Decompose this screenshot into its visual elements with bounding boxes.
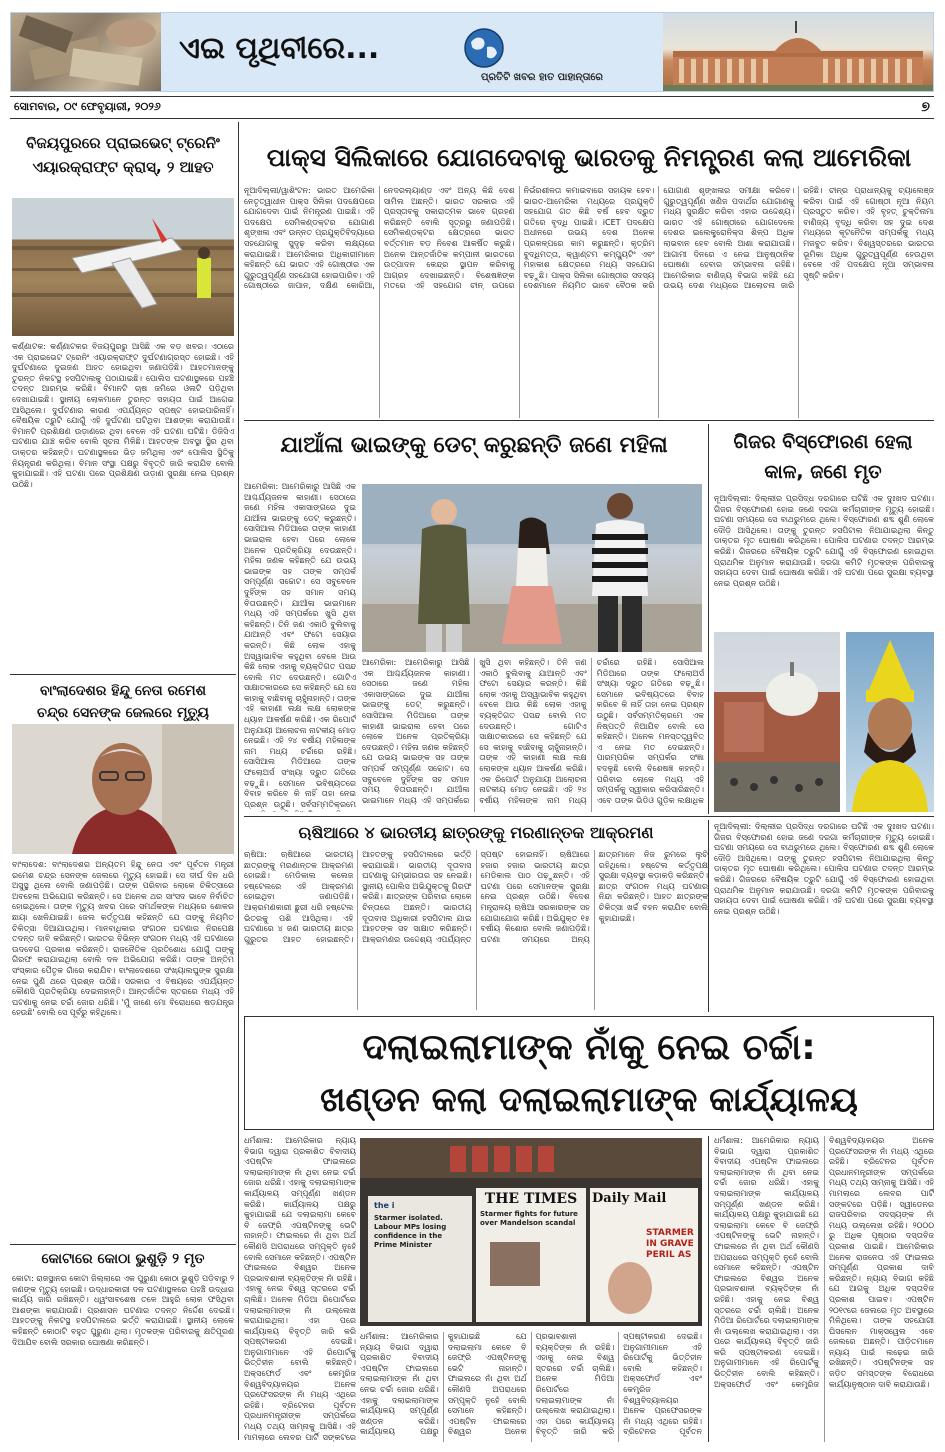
victim-portrait-photo xyxy=(846,632,934,812)
russia-headline: ଋଷିଆରେ ୪ ଭାରତୀୟ ଛାତ୍ରଙ୍କୁ ମରଣାନ୍ତକ ଆକ୍ରମଣ xyxy=(298,823,654,842)
bangladesh-headline-line2: ଚନ୍ଦ୍ର ସେନଙ୍କ ଜେଲରେ ମୃତ୍ୟୁ xyxy=(37,705,209,721)
russia-article-body: ଋଷିଆ: ଋଷିଆରେ ଭାରତୀୟ ଛାତ୍ରଙ୍କୁ ମରଣାନ୍ତକ ଆକ୍ରମଣ ହୋଇଛି। ମେଡିକାଲ କଲେଜ ହଷ୍ଟେଲରେ ଏହି ଆକ୍ରମଣ ହୋଇଥିବା ଜଣାପଡ଼ିଛି। ଆକ୍ରମଣକାରୀ ଛୁରୀ ଧରି ହଷ୍ଟେଲ ଭିତରକୁ ପଶି ଆସିଥିଲା। ଏହି ଘଟଣାରେ ୪ ଜଣ ଭାରତୀୟ ଛାତ୍ର ଗୁରୁତର ଆହତ ହୋଇଛନ୍ତି। ଆହତଙ୍କୁ ହସପିଟାଲରେ ଭର୍ତ୍ତି କରାଯାଇଛି। ଭାରତୀୟ ଦୂତାବାସ ଘଟଣାକୁ ଗମ୍ଭୀରତାର ସହ ନେଇଛି। ସ୍ଥାନୀୟ ପୋଲିସ ଅଭିଯୁକ୍ତକୁ ଗିରଫ କରିଛି। ଛାତ୍ରଙ୍କ ପରିବାର ଲୋକେ ଚିନ୍ତାରେ ଅଛନ୍ତି। ଭାରତୀୟ ଦୂତାବାସ ଅଧିକାରୀ ହସପିଟାଲ ଯାଇ ଆହତଙ୍କ ସହ ସାକ୍ଷାତ କରିଛନ୍ତି। ଆକ୍ରମଣର ଉଦ୍ଦେଶ୍ୟ ଏପର୍ଯ୍ୟନ୍ତ ସ୍ପଷ୍ଟ ହୋଇନାହିଁ। ଋଷିଆରେ ହଜାର ହଜାର ଭାରତୀୟ ଛାତ୍ର ମେଡିକାଲ ପାଠ ପଢ଼ୁଛନ୍ତି। ଏହି ଘଟଣା ପରେ ସେମାନଙ୍କ ସୁରକ୍ଷା ନେଇ ପ୍ରଶ୍ନ ଉଠିଛି। ବିଦେଶ ମନ୍ତ୍ରାଳୟ ଋଷିଆ ସରକାରଙ୍କ ସହ ଯୋଗାଯୋଗ କରିଛି। ଅଭିଯୁକ୍ତ ୧୫ ବର୍ଷୀୟ କିଶୋର ବୋଲି ଜଣାପଡ଼ିଛି। ଘଟଣା ସମୟରେ ଅନ୍ୟ ଛାତ୍ରମାନେ ନିଜ ରୁମରେ ଲୁଚି ରହିଥିଲେ। ହଷ୍ଟେଲ କର୍ତ୍ତୃପକ୍ଷ ସୁରକ୍ଷା ବ୍ୟବସ୍ଥା କଡ଼ାକଡ଼ି କରିଛନ୍ତି। ଛାତ୍ର ସଂଗଠନ ମଧ୍ୟ ଘଟଣାର ନିନ୍ଦା କରିଛନ୍ତି। ଆହତ ଛାତ୍ରଙ୍କ ଚିକିତ୍ସା ଖର୍ଚ୍ଚ ବହନ କରାଯିବ ବୋଲି କୁହାଯାଇଛି। xyxy=(244,850,708,944)
kota-article-body: କୋଟା: ରାଜସ୍ଥାନର କୋଟା ଜିଲ୍ଲାରେ ଏକ ପୁରୁଣା କୋଠା ଭୁଶୁଡ଼ି ପଡ଼ିବାରୁ ୨ ଜଣଙ୍କ ମୃତ୍ୟୁ ହୋଇଛି। ଉଦ୍ଧାରକାରୀ ଦଳ ଘଟଣାସ୍ଥଳରେ ପହଞ୍ଚି ଉଦ୍ଧାର କାର୍ଯ୍ୟ ଜାରି ରଖିଛନ୍ତି। ଧ୍ୱଂସାବଶେଷ ତଳେ ଆହୁରି ଲୋକ ଫସିଥିବା ଆଶଙ୍କା କରାଯାଉଛି। ପ୍ରଶାସନ ଘଟଣାର ତଦନ୍ତ ନିର୍ଦ୍ଦେଶ ଦେଇଛି। ଆହତଙ୍କୁ ନିକଟସ୍ଥ ହସପିଟାଲରେ ଭର୍ତ୍ତି କରାଯାଇଛି। ସ୍ଥାନୀୟ ଲୋକେ କହିଛନ୍ତି କୋଠାଟି ବହୁତ ପୁରୁଣା ଥିଲା। ମୃତକଙ୍କ ପରିବାରକୁ କ୍ଷତିପୂରଣ ଦିଆଯିବ ବୋଲି ସରକାର ଘୋଷଣା କରିଛନ୍ତି। xyxy=(12,1274,234,1347)
column-divider-right xyxy=(708,424,709,814)
date-bar-top-rule xyxy=(10,96,934,97)
plane-crash-photo xyxy=(12,198,234,336)
left-rule-2 xyxy=(10,1244,236,1245)
geyser-article-continued: ନୂଆଦିଲ୍ଲୀ: ଦିଲ୍ଲୀର ପ୍ରସିଦ୍ଧ ଦରଗାରେ ଘଟିଛି ଏକ ଦୁଃଖଦ ଘଟଣା। ଗିଜର ବିସ୍ଫୋରଣ ହୋଇ ଜଣେ ଦରଗା କର୍ମଚାରୀଙ୍କ ମୃତ୍ୟୁ ହୋଇଛି। ଘଟଣା ସମୟରେ ସେ ବାଥରୁମରେ ଥିଲେ। ବିସ୍ଫୋରଣ ଶବ୍ଦ ଶୁଣି ଲୋକେ ଦୌଡ଼ି ଆସିଥିଲେ। ତାଙ୍କୁ ତୁରନ୍ତ ହସପିଟାଲ ନିଆଯାଇଥିଲା କିନ୍ତୁ ଡାକ୍ତର ମୃତ ଘୋଷଣା କରିଥିଲେ। ପୋଲିସ ଘଟଣାର ତଦନ୍ତ ଆରମ୍ଭ କରିଛି। ଗିଜରରେ ବୈଷୟିକ ତ୍ରୁଟି ଯୋଗୁଁ ଏହି ବିସ୍ଫୋରଣ ହୋଇଥିବା ପ୍ରାଥମିକ ଅନୁମାନ କରାଯାଉଛି। ଦରଗା କମିଟି ମୃତକଙ୍କ ପରିବାରକୁ ସହାୟତା ଦେବା ପାଇଁ ଘୋଷଣା କରିଛି। ଏହି ଘଟଣା ପରେ ସୁରକ୍ଷା ବ୍ୟବସ୍ଥା ନେଇ ପ୍ରଶ୍ନ ଉଠିଛି। xyxy=(714,822,934,916)
dalai-article-body-right: ଧର୍ମଶାଳା: ଆମେରିକାର ନ୍ୟାୟ ବିଭାଗ ଦ୍ୱାରା ପ୍ରକାଶିତ ବିବାଦୀୟ ଏପଷ୍ଟିନ ଫାଇଲରେ ଦଲାଇଲାମାଙ୍କ ନାଁ ଥିବା ନେଇ ଚର୍ଚ୍ଚା ଜୋର ଧରିଛି। ଏହାକୁ ଦଲାଇଲାମାଙ୍କ କାର୍ଯ୍ୟାଳୟ ସମ୍ପୂର୍ଣ୍ଣ ଖଣ୍ଡନ କରିଛି। କାର୍ଯ୍ୟାଳୟ ପକ୍ଷରୁ କୁହାଯାଇଛି ଯେ ଦଲାଇଲାମା କେବେ ବି ଜେଫ୍ରି ଏପଷ୍ଟିନଙ୍କୁ ଭେଟି ନାହାନ୍ତି। ଫାଇଲରେ ନାଁ ଥିବା ଅର୍ଥ କୌଣସି ଅପରାଧରେ ସମ୍ପୃକ୍ତି ନୁହେଁ ବୋଲି ସେମାନେ କହିଛନ୍ତି। ଏପଷ୍ଟିନ ଫାଇଲରେ ବିଶ୍ୱର ଅନେକ ପ୍ରଭାବଶାଳୀ ବ୍ୟକ୍ତିଙ୍କ ନାଁ ରହିଛି। ଏହାକୁ ନେଇ ବିଶ୍ୱ ସ୍ତରରେ ଚର୍ଚ୍ଚା ଚାଲିଛି। ଅନେକ ମିଡିଆ ରିପୋର୍ଟରେ ଦଲାଇଲାମାଙ୍କ ନାଁ ଉଲ୍ଲେଖ କରାଯାଇଥିଲା। ଏହା ପରେ କାର୍ଯ୍ୟାଳୟ ବିବୃତ୍ତି ଜାରି କରି ସ୍ପଷ୍ଟୀକରଣ ଦେଇଛି। ଅନୁଗାମୀମାନେ ଏହି ରିପୋର୍ଟକୁ ଭିତ୍ତିହୀନ ବୋଲି କହିଛନ୍ତି। ଅକ୍ସଫୋର୍ଡ ଏବଂ କେମ୍ବ୍ରିଜ ବିଶ୍ୱବିଦ୍ୟାଳୟର ଅନେକ ପ୍ରଫେସରଙ୍କ ନାଁ ମଧ୍ୟ ଏଥିରେ ରହିଛି। ବ୍ରିଟେନର ପୂର୍ବତନ ପ୍ରଧାନମନ୍ତ୍ରୀଙ୍କ ସମ୍ପର୍କରେ ମଧ୍ୟ ତଥ୍ୟ ସାମ୍ନାକୁ ଆସିଛି। ଏହି ମାମଲାରେ ଲେବର ପାର୍ଟି ସଙ୍କଟରେ ପଡ଼ିଛି। ସ୍ୱୀଡେନର ରାଜପରିବାର ସଦସ୍ୟଙ୍କ ନାଁ ମଧ୍ୟ ଉଲ୍ଲେଖ ରହିଛି। ୨୦୦୦ ରୁ ଅଧିକ ପୃଷ୍ଠାର ଦସ୍ତାବିଜ ପ୍ରକାଶ ପାଇଛି। ଆମେରିକାର ଅନେକ ରାଜନେତା ଏହି ଫାଇଲର ସମ୍ପୂର୍ଣ୍ଣ ପ୍ରକାଶ ଦାବି କରିଛନ୍ତି। ନ୍ୟାୟ ବିଭାଗ କହିଛି ଯେ ଆଗକୁ ଅଧିକ ଦସ୍ତାବିଜ ପ୍ରକାଶ ପାଇବ। ଏପଷ୍ଟିନ ୨୦୧୯ରେ ଜେଲରେ ମୃତ ଅବସ୍ଥାରେ ମିଳିଥିଲେ। ତାଙ୍କ ସହଯୋଗୀ ଘିସଲେନ ମାକ୍ସୱେଲ ଏବେ ଜେଲରେ ଅଛନ୍ତି। ପୀଡ଼ିତମାନେ ନ୍ୟାୟ ପାଇଁ ଲଢ଼େଇ ଜାରି ରଖିଛନ୍ତି। ଏପଷ୍ଟିନଙ୍କ ସହ ଜଡ଼ିତ ସମସ୍ତଙ୍କ ବିରୋଧରେ କାର୍ଯ୍ୟାନୁଷ୍ଠାନ ଦାବି କରାଯାଉଛି। xyxy=(714,1136,934,1389)
dargah-photo xyxy=(714,632,840,812)
newspaper-i-headline: Starmer isolated. Labour MPs losing confidence in the Prime Minister xyxy=(374,1214,447,1249)
masthead-photo-left xyxy=(11,13,161,92)
column-divider-right-2 xyxy=(708,820,709,1012)
page-number: ୭ xyxy=(921,99,930,115)
dating-article-body-cols: ଆମେରିକା: ଆମେରିକାରୁ ଆସିଛି ଏକ ଆଶ୍ଚର୍ଯ୍ୟଜନକ କାହାଣୀ। ସେଠାରେ ଜଣେ ମହିଳା ଏକାସାଙ୍ଗରେ ଦୁଇ ଯାଆଁଳା ଭାଇଙ୍କୁ ଡେଟ୍ କରୁଛନ୍ତି। ସୋସିଆଲ ମିଡିଆରେ ତାଙ୍କ କାହାଣୀ ଭାଇରାଲ ହେବା ପରେ ଲୋକେ ଅନେକ ପ୍ରତିକ୍ରିୟା ଦେଉଛନ୍ତି। ମହିଳା ଜଣକ କହିଛନ୍ତି ଯେ ଉଭୟ ଭାଇଙ୍କ ସହ ତାଙ୍କ ସମ୍ପର୍କ ସମ୍ପୂର୍ଣ୍ଣ ସଚ୍ଚୋଟ। ସେ ସବୁବେଳେ ଦୁହିଁଙ୍କ ସହ ସମାନ ସମୟ ବିତାଉଛନ୍ତି। ଯାଆଁଳା ଭାଇମାନେ ମଧ୍ୟ ଏହି ସମ୍ପର୍କରେ ଖୁସି ଥିବା କହିଛନ୍ତି। ତିନି ଜଣ ଏକାଠି ବୁଲିବାକୁ ଯାଆନ୍ତି ଏବଂ ଫଟୋ ସେୟାର କରନ୍ତି। କିଛି ଲୋକ ଏହାକୁ ଅସ୍ୱାଭାବିକ କହୁଥିବା ବେଳେ ଆଉ କିଛି ଲୋକ ଏହାକୁ ବ୍ୟକ୍ତିଗତ ପସନ୍ଦ ବୋଲି ମତ ଦେଉଛନ୍ତି। ଗୋଟିଏ ସାକ୍ଷାତକାରରେ ସେ କହିଛନ୍ତି ଯେ ସେ କାହାକୁ ବାଛିବାକୁ ଚାହୁଁନାହାନ୍ତି। ତାଙ୍କ ଏହି କାହାଣୀ ଲକ୍ଷ ଲକ୍ଷ ଲୋକଙ୍କ ଧ୍ୟାନ ଆକର୍ଷଣ କରିଛି। ଏକ ରିପୋର୍ଟ ଅନୁଯାୟୀ ଆଲୋଚନା ନାଟକୀୟ ମୋଡ଼ ନେଇଛି। ଏହି ୨୪ ବର୍ଷୀୟ ମହିଳାଙ୍କ ନାମ ମଧ୍ୟ ଚର୍ଚ୍ଚାରେ ରହିଛି। ସୋସିଆଲ ମିଡିଆରେ ତାଙ୍କ ଫଲୋଅର୍ସ ସଂଖ୍ୟା ଦ୍ରୁତ ଗତିରେ ବଢ଼ୁଛି। ସେମାନେ ଭବିଷ୍ୟତରେ ବିବାହ କରିବେ କି ନାହିଁ ତାହା ନେଇ ପ୍ରଶ୍ନ ଉଠୁଛି। ସର୍ବସମ୍ମତିକ୍ରମେ ଏକ ନିଷ୍ପତ୍ତି ନିଆଯିବ ବୋଲି ସେ କହିଛନ୍ତି। ଅନେକ ମନସ୍ତତ୍ତ୍ୱବିତ୍ ଏ ନେଇ ମତ ଦେଇଛନ୍ତି। ପାରମ୍ପରିକ ସମ୍ପର୍କର ସଂଜ୍ଞା ବଦଳୁଛି ବୋଲି ବିଶେଷଜ୍ଞ କହନ୍ତି। ପରିବାର ଲୋକେ ମଧ୍ୟ ଏହି ସମ୍ପର୍କକୁ ସ୍ୱୀକାର କରିସାରିଛନ୍ତି। ଏବେ ତାଙ୍କ ଭିଡିଓ ଗୁଡ଼ିକ ଲକ୍ଷାଧିକ xyxy=(362,658,704,805)
dalai-lama-headline-box xyxy=(244,1016,934,1130)
uk-newspapers-photo xyxy=(360,1138,702,1326)
bangladesh-article-body: ବାଂଲାଦେଶ: ବାଂଲାଦେଶର ଅନ୍ୟତମ ହିନ୍ଦୁ ନେତା ଏବଂ ପୂର୍ବତନ ମନ୍ତ୍ରୀ ରମେଶ ଚନ୍ଦ୍ର ସେନଙ୍କ ଜେଲରେ ମୃତ୍ୟୁ ହୋଇଛି। ସେ ଦୀର୍ଘ ଦିନ ଧରି ଅସୁସ୍ଥ ଥିଲେ ବୋଲି ଜଣାପଡ଼ିଛି। ତାଙ୍କ ପରିବାର ଲୋକେ ଚିକିତ୍ସାରେ ଅବହେଳା ଅଭିଯୋଗ କରିଛନ୍ତି। ସେ ଅନେକ ଥର ସାଂସଦ ଭାବେ ନିର୍ବାଚିତ ହୋଇଥିଲେ। ତାଙ୍କ ମୃତ୍ୟୁ ଖବର ପରେ ସମର୍ଥକଙ୍କ ମଧ୍ୟରେ ଶୋକର ଛାୟା ଖେଳିଯାଇଛି। ଜେଲ କର୍ତ୍ତୃପକ୍ଷ କହିଛନ୍ତି ଯେ ତାଙ୍କୁ ନିୟମିତ ଚିକିତ୍ସା ଦିଆଯାଉଥିଲା। ମାନବାଧିକାର ସଂଗଠନ ଘଟଣାର ନିରପେକ୍ଷ ତଦନ୍ତ ଦାବି କରିଛନ୍ତି। ଭାରତର ବିଭିନ୍ନ ସଂଗଠନ ମଧ୍ୟ ଏହି ଘଟଣାରେ ଉଦବେଗ ପ୍ରକାଶ କରିଛନ୍ତି। ରାଜନୈତିକ ପ୍ରତିଶୋଧ ଯୋଗୁଁ ତାଙ୍କୁ ଗିରଫ କରାଯାଇଥିଲା ବୋଲି ଦଳ ଅଭିଯୋଗ କରିଛି। ତାଙ୍କ ଅନ୍ତିମ ସଂସ୍କାର ପୈତୃକ ଗାଁରେ କରାଯିବ। ବାଂଲାଦେଶରେ ସଂଖ୍ୟାଲଘୁଙ୍କ ସୁରକ୍ଷା ନେଇ ପୁଣି ଥରେ ପ୍ରଶ୍ନ ଉଠିଛି। ସରକାର ଏ ବିଷୟରେ ଏପର୍ଯ୍ୟନ୍ତ କୌଣସି ପ୍ରତିକ୍ରିୟା ଦେଇନାହାନ୍ତି। ଆନ୍ତର୍ଜାତିକ ସ୍ତରରେ ମଧ୍ୟ ଏହି ଘଟଣାକୁ ନେଇ ଚର୍ଚ୍ଚା ଜୋର ଧରିଛି। 'ମୁଁ ଜାଣେ ମୋ ବିରୋଧରେ ଷଡ଼ଯନ୍ତ୍ର ହେଉଛି' ବୋଲି ସେ ପୂର୍ବରୁ କହିଥିଲେ। xyxy=(12,860,234,1018)
dating-article-body-col1: ଆମେରିକା: ଆମେରିକାରୁ ଆସିଛି ଏକ ଆଶ୍ଚର୍ଯ୍ୟଜନକ କାହାଣୀ। ସେଠାରେ ଜଣେ ମହିଳା ଏକାସାଙ୍ଗରେ ଦୁଇ ଯାଆଁଳା ଭାଇଙ୍କୁ ଡେଟ୍ କରୁଛନ୍ତି। ସୋସିଆଲ ମିଡିଆରେ ତାଙ୍କ କାହାଣୀ ଭାଇରାଲ ହେବା ପରେ ଲୋକେ ଅନେକ ପ୍ରତିକ୍ରିୟା ଦେଉଛନ୍ତି। ମହିଳା ଜଣକ କହିଛନ୍ତି ଯେ ଉଭୟ ଭାଇଙ୍କ ସହ ତାଙ୍କ ସମ୍ପର୍କ ସମ୍ପୂର୍ଣ୍ଣ ସଚ୍ଚୋଟ। ସେ ସବୁବେଳେ ଦୁହିଁଙ୍କ ସହ ସମାନ ସମୟ ବିତାଉଛନ୍ତି। ଯାଆଁଳା ଭାଇମାନେ ମଧ୍ୟ ଏହି ସମ୍ପର୍କରେ ଖୁସି ଥିବା କହିଛନ୍ତି। ତିନି ଜଣ ଏକାଠି ବୁଲିବାକୁ ଯାଆନ୍ତି ଏବଂ ଫଟୋ ସେୟାର କରନ୍ତି। କିଛି ଲୋକ ଏହାକୁ ଅସ୍ୱାଭାବିକ କହୁଥିବା ବେଳେ ଆଉ କିଛି ଲୋକ ଏହାକୁ ବ୍ୟକ୍ତିଗତ ପସନ୍ଦ ବୋଲି ମତ ଦେଉଛନ୍ତି। ଗୋଟିଏ ସାକ୍ଷାତକାରରେ ସେ କହିଛନ୍ତି ଯେ ସେ କାହାକୁ ବାଛିବାକୁ ଚାହୁଁନାହାନ୍ତି। ତାଙ୍କ ଏହି କାହାଣୀ ଲକ୍ଷ ଲକ୍ଷ ଲୋକଙ୍କ ଧ୍ୟାନ ଆକର୍ଷଣ କରିଛି। ଏକ ରିପୋର୍ଟ ଅନୁଯାୟୀ ଆଲୋଚନା ନାଟକୀୟ ମୋଡ଼ ନେଇଛି। ଏହି ୨୪ ବର୍ଷୀୟ ମହିଳାଙ୍କ ନାମ ମଧ୍ୟ ଚର୍ଚ୍ଚାରେ ରହିଛି। ସୋସିଆଲ ମିଡିଆରେ ତାଙ୍କ ଫଲୋଅର୍ସ ସଂଖ୍ୟା ଦ୍ରୁତ ଗତିରେ ବଢ଼ୁଛି। ସେମାନେ ଭବିଷ୍ୟତରେ ବିବାହ କରିବେ କି ନାହିଁ ତାହା ନେଇ ପ୍ରଶ୍ନ ଉଠୁଛି। ସର୍ବସମ୍ମତିକ୍ରମେ xyxy=(244,482,356,809)
twins-couple-photo xyxy=(362,484,702,652)
ramesh-chandra-sen-photo xyxy=(12,724,234,854)
kota-headline: କୋଟାରେ କୋଠା ଭୁଶୁଡ଼ି ୨ ମୃତ xyxy=(41,1251,205,1267)
column-divider-right-3 xyxy=(708,1136,709,1442)
dalai-headline-line1: ଦଲାଇଲାମାଙ୍କ ନାଁକୁ ନେଇ ଚର୍ଚ୍ଚା: xyxy=(362,1027,816,1068)
geyser-article-body: ନୂଆଦିଲ୍ଲୀ: ଦିଲ୍ଲୀର ପ୍ରସିଦ୍ଧ ଦରଗାରେ ଘଟିଛି ଏକ ଦୁଃଖଦ ଘଟଣା। ଗିଜର ବିସ୍ଫୋରଣ ହୋଇ ଜଣେ ଦରଗା କର୍ମଚାରୀଙ୍କ ମୃତ୍ୟୁ ହୋଇଛି। ଘଟଣା ସମୟରେ ସେ ବାଥରୁମରେ ଥିଲେ। ବିସ୍ଫୋରଣ ଶବ୍ଦ ଶୁଣି ଲୋକେ ଦୌଡ଼ି ଆସିଥିଲେ। ତାଙ୍କୁ ତୁରନ୍ତ ହସପିଟାଲ ନିଆଯାଇଥିଲା କିନ୍ତୁ ଡାକ୍ତର ମୃତ ଘୋଷଣା କରିଥିଲେ। ପୋଲିସ ଘଟଣାର ତଦନ୍ତ ଆରମ୍ଭ କରିଛି। ଗିଜରରେ ବୈଷୟିକ ତ୍ରୁଟି ଯୋଗୁଁ ଏହି ବିସ୍ଫୋରଣ ହୋଇଥିବା ପ୍ରାଥମିକ ଅନୁମାନ କରାଯାଉଛି। ଦରଗା କମିଟି ମୃତକଙ୍କ ପରିବାରକୁ ସହାୟତା ଦେବା ପାଇଁ ଘୋଷଣା କରିଛି। ଏହି ଘଟଣା ପରେ ସୁରକ୍ଷା ବ୍ୟବସ୍ଥା ନେଇ ପ୍ରଶ୍ନ ଉଠିଛି। xyxy=(714,494,934,588)
pax-silica-article-body: ନୂଆଦିଲ୍ଲୀ/ୱାଶିଂଟନ: ଭାରତ ଆମେରିକା ନେତୃତ୍ୱାଧୀନ ପାକ୍ସ ସିଲିକା ପଦକ୍ଷେପରେ ଯୋଗଦେବା ପାଇଁ ନିମନ୍ତ୍ରଣ ପାଇଛି। ଏହି ପଦକ୍ଷେପ ସେମିକଣ୍ଡକ୍ଟର ଯୋଗାଣ ଶୃଙ୍ଖଳା ଏବଂ ଉନ୍ନତ ପ୍ରଯୁକ୍ତିବିଦ୍ୟାରେ ସହଯୋଗକୁ ସୁଦୃଢ଼ କରିବା ଲକ୍ଷ୍ୟରେ କରାଯାଇଛି। ଆମେରିକାର ଅଧିକାରୀମାନେ କହିଛନ୍ତି ଯେ ଭାରତ ଏହି ଗୋଷ୍ଠୀର ଏକ ଗୁରୁତ୍ୱପୂର୍ଣ୍ଣ ସହଯୋଗୀ ହୋଇପାରିବ। ଏହି ଗୋଷ୍ଠୀରେ ଜାପାନ, ଦକ୍ଷିଣ କୋରିଆ, ନେଦରଲ୍ୟାଣ୍ଡ ଏବଂ ଅନ୍ୟ କିଛି ଦେଶ ସାମିଲ ଅଛନ୍ତି। ଭାରତ ସରକାର ଏହି ପ୍ରସ୍ତାବକୁ ସକାରାତ୍ମକ ଭାବେ ଗ୍ରହଣ କରିଛନ୍ତି ବୋଲି ସୂତ୍ରରୁ ଜଣାପଡ଼ିଛି। ସେମିକଣ୍ଡକ୍ଟର କ୍ଷେତ୍ରରେ ଭାରତ ବର୍ତ୍ତମାନ ବଡ଼ ନିବେଶ ଆକର୍ଷିତ କରୁଛି। ଅନେକ ଆନ୍ତର୍ଜାତିକ କମ୍ପାନୀ ଭାରତରେ ଉତ୍ପାଦନ କେନ୍ଦ୍ର ସ୍ଥାପନ କରିବାକୁ ଆଗ୍ରହ ଦେଖାଇଛନ୍ତି। ବିଶେଷଜ୍ଞଙ୍କ ମତରେ ଏହି ସହଯୋଗ ଚୀନ୍ ଉପରେ ନିର୍ଭରଶୀଳତା କମାଇବାରେ ସହାୟକ ହେବ। ଭାରତ-ଆମେରିକା ମଧ୍ୟରେ ପ୍ରଯୁକ୍ତି ସହଯୋଗ ଗତ କିଛି ବର୍ଷ ହେବ ଦ୍ରୁତ ଗତିରେ ବୃଦ୍ଧି ପାଇଛି। iCET ପଦକ୍ଷେପ ଅଧୀନରେ ଉଭୟ ଦେଶ ଅନେକ ପ୍ରକଳ୍ପରେ କାମ କରୁଛନ୍ତି। କୃତ୍ରିମ ବୁଦ୍ଧିମତ୍ତା, କ୍ୱାଣ୍ଟମ କମ୍ପ୍ୟୁଟିଂ ଏବଂ ମହାକାଶ କ୍ଷେତ୍ରରେ ମଧ୍ୟ ସହଯୋଗ ବଢ଼ୁଛି। ପାକ୍ସ ସିଲିକା ଗୋଷ୍ଠୀର ସଦସ୍ୟ ଦେଶମାନେ ନିୟମିତ ଭାବେ ବୈଠକ କରି ଯୋଗାଣ ଶୃଙ୍ଖଳାର ସମୀକ୍ଷା କରିବେ। ଗୁରୁତ୍ୱପୂର୍ଣ୍ଣ ଖଣିଜ ପଦାର୍ଥର ଯୋଗାଣକୁ ମଧ୍ୟ ସୁରକ୍ଷିତ କରିବା ଏହାର ଉଦ୍ଦେଶ୍ୟ। ଭାରତ ଏହି ଗୋଷ୍ଠୀରେ ଯୋଗଦେଲେ ଦେଶର ଇଲେକ୍ଟ୍ରୋନିକ୍ସ ଶିଳ୍ପ ଅଧିକ ଲାଭବାନ ହେବ ବୋଲି ଆଶା କରାଯାଉଛି। ଆଗାମୀ ଦିନରେ ଏ ନେଇ ଆନୁଷ୍ଠାନିକ ଘୋଷଣା ହେବାର ସମ୍ଭାବନା ରହିଛି। ଆମେରିକାର ବାଣିଜ୍ୟ ବିଭାଗ କହିଛି ଯେ ଉଭୟ ଦେଶ ମଧ୍ୟରେ ଆଲୋଚନା ଜାରି ରହିଛି। ଚୀନ୍ର ପ୍ରାଧାନ୍ୟକୁ ଚ୍ୟାଲେଞ୍ଜ କରିବା ପାଇଁ ଏହି ଗୋଷ୍ଠୀ ନୂଆ ନିୟମ ପ୍ରସ୍ତୁତ କରିବ। ଏହି ବୃହତ୍ ଚୁକ୍ତିନାମା ବାଣିଜ୍ୟ ବୃଦ୍ଧି କରିବା ସହ ଦୁଇ ଦେଶ ମଧ୍ୟରେ କୂଟନୈତିକ ସମ୍ପର୍କକୁ ମଧ୍ୟ ମଜବୁତ କରିବ। ବିଶ୍ୱସ୍ତରରେ ଭାରତର ଭୂମିକା ଅଧିକ ଗୁରୁତ୍ୱପୂର୍ଣ୍ଣ ହେଉଥିବା ବେଳେ ଏହି ପଦକ୍ଷେପ ନୂଆ ସମ୍ଭାବନା ସୃଷ୍ଟି କରିବ। xyxy=(244,186,934,291)
column-divider-left xyxy=(238,122,239,1440)
plane-headline-line2: ଏୟାରକ୍ରାଫ୍ଟ କ୍ରାସ୍, ୨ ଆହତ xyxy=(32,158,214,176)
bangladesh-headline-line1: ବାଂଲାଦେଶର ହିନ୍ଦୁ ନେତା ରମେଶ xyxy=(39,683,207,699)
masthead-banner xyxy=(10,12,934,92)
newspaper-dailymail-masthead: Daily Mail xyxy=(592,1191,667,1206)
mid-rule-1 xyxy=(244,420,934,421)
dalai-headline-line2: ଖଣ୍ଡନ କଲା ଦଲାଇଲାମାଙ୍କ କାର୍ଯ୍ୟାଳୟ xyxy=(320,1080,858,1120)
issue-date: ସୋମବାର, ୦୯ ଫେବୃୟାରୀ, ୨୦୨୬ xyxy=(14,100,161,113)
newspaper-times-headline: Starmer fights for future over Mandelson scandal xyxy=(480,1210,578,1227)
geyser-headline-line1: ଗିଜର ବିସ୍ଫୋରଣ ହେଲା xyxy=(733,431,913,453)
left-rule-1 xyxy=(10,674,236,675)
date-bar-bottom-rule xyxy=(10,118,934,119)
dalai-article-body-col1: ଧର୍ମଶାଳା: ଆମେରିକାର ନ୍ୟାୟ ବିଭାଗ ଦ୍ୱାରା ପ୍ରକାଶିତ ବିବାଦୀୟ ଏପଷ୍ଟିନ ଫାଇଲରେ ଦଲାଇଲାମାଙ୍କ ନାଁ ଥିବା ନେଇ ଚର୍ଚ୍ଚା ଜୋର ଧରିଛି। ଏହାକୁ ଦଲାଇଲାମାଙ୍କ କାର୍ଯ୍ୟାଳୟ ସମ୍ପୂର୍ଣ୍ଣ ଖଣ୍ଡନ କରିଛି। କାର୍ଯ୍ୟାଳୟ ପକ୍ଷରୁ କୁହାଯାଇଛି ଯେ ଦଲାଇଲାମା କେବେ ବି ଜେଫ୍ରି ଏପଷ୍ଟିନଙ୍କୁ ଭେଟି ନାହାନ୍ତି। ଫାଇଲରେ ନାଁ ଥିବା ଅର୍ଥ କୌଣସି ଅପରାଧରେ ସମ୍ପୃକ୍ତି ନୁହେଁ ବୋଲି ସେମାନେ କହିଛନ୍ତି। ଏପଷ୍ଟିନ ଫାଇଲରେ ବିଶ୍ୱର ଅନେକ ପ୍ରଭାବଶାଳୀ ବ୍ୟକ୍ତିଙ୍କ ନାଁ ରହିଛି। ଏହାକୁ ନେଇ ବିଶ୍ୱ ସ୍ତରରେ ଚର୍ଚ୍ଚା ଚାଲିଛି। ଅନେକ ମିଡିଆ ରିପୋର୍ଟରେ ଦଲାଇଲାମାଙ୍କ ନାଁ ଉଲ୍ଲେଖ କରାଯାଇଥିଲା। ଏହା ପରେ କାର୍ଯ୍ୟାଳୟ ବିବୃତ୍ତି ଜାରି କରି ସ୍ପଷ୍ଟୀକରଣ ଦେଇଛି। ଅନୁଗାମୀମାନେ ଏହି ରିପୋର୍ଟକୁ ଭିତ୍ତିହୀନ ବୋଲି କହିଛନ୍ତି। ଅକ୍ସଫୋର୍ଡ ଏବଂ କେମ୍ବ୍ରିଜ ବିଶ୍ୱବିଦ୍ୟାଳୟର ଅନେକ ପ୍ରଫେସରଙ୍କ ନାଁ ମଧ୍ୟ ଏଥିରେ ରହିଛି। ବ୍ରିଟେନର ପୂର୍ବତନ ପ୍ରଧାନମନ୍ତ୍ରୀଙ୍କ ସମ୍ପର୍କରେ ମଧ୍ୟ ତଥ୍ୟ ସାମ୍ନାକୁ ଆସିଛି। ଏହି ମାମଲାରେ ଲେବର ପାର୍ଟି ସଙ୍କଟରେ xyxy=(244,1136,356,1442)
dalai-article-body-lower: ଧର୍ମଶାଳା: ଆମେରିକାର ନ୍ୟାୟ ବିଭାଗ ଦ୍ୱାରା ପ୍ରକାଶିତ ବିବାଦୀୟ ଏପଷ୍ଟିନ ଫାଇଲରେ ଦଲାଇଲାମାଙ୍କ ନାଁ ଥିବା ନେଇ ଚର୍ଚ୍ଚା ଜୋର ଧରିଛି। ଏହାକୁ ଦଲାଇଲାମାଙ୍କ କାର୍ଯ୍ୟାଳୟ ସମ୍ପୂର୍ଣ୍ଣ ଖଣ୍ଡନ କରିଛି। କାର୍ଯ୍ୟାଳୟ ପକ୍ଷରୁ କୁହାଯାଇଛି ଯେ ଦଲାଇଲାମା କେବେ ବି ଜେଫ୍ରି ଏପଷ୍ଟିନଙ୍କୁ ଭେଟି ନାହାନ୍ତି। ଫାଇଲରେ ନାଁ ଥିବା ଅର୍ଥ କୌଣସି ଅପରାଧରେ ସମ୍ପୃକ୍ତି ନୁହେଁ ବୋଲି ସେମାନେ କହିଛନ୍ତି। ଏପଷ୍ଟିନ ଫାଇଲରେ ବିଶ୍ୱର ଅନେକ ପ୍ରଭାବଶାଳୀ ବ୍ୟକ୍ତିଙ୍କ ନାଁ ରହିଛି। ଏହାକୁ ନେଇ ବିଶ୍ୱ ସ୍ତରରେ ଚର୍ଚ୍ଚା ଚାଲିଛି। ଅନେକ ମିଡିଆ ରିପୋର୍ଟରେ ଦଲାଇଲାମାଙ୍କ ନାଁ ଉଲ୍ଲେଖ କରାଯାଇଥିଲା। ଏହା ପରେ କାର୍ଯ୍ୟାଳୟ ବିବୃତ୍ତି ଜାରି କରି ସ୍ପଷ୍ଟୀକରଣ ଦେଇଛି। ଅନୁଗାମୀମାନେ ଏହି ରିପୋର୍ଟକୁ ଭିତ୍ତିହୀନ ବୋଲି କହିଛନ୍ତି। ଅକ୍ସଫୋର୍ଡ ଏବଂ କେମ୍ବ୍ରିଜ ବିଶ୍ୱବିଦ୍ୟାଳୟର ଅନେକ ପ୍ରଫେସରଙ୍କ ନାଁ ମଧ୍ୟ ଏଥିରେ ରହିଛି। ବ୍ରିଟେନର ପୂର୍ବତନ xyxy=(360,1332,702,1437)
mid-rule-2 xyxy=(244,816,934,817)
pax-silica-headline: ପାକ୍ସ ସିଲିକାରେ ଯୋଗଦେବାକୁ ଭାରତକୁ ନିମନ୍ତ୍ରଣ କଲା ଆମେରିକା xyxy=(266,143,912,172)
newspaper-dailymail-headline: STARMER IN GRAVE PERIL AS xyxy=(646,1228,694,1260)
dating-headline: ଯାଆଁଳା ଭାଇଙ୍କୁ ଡେଟ୍ କରୁଛନ୍ତି ଜଣେ ମହିଳା xyxy=(280,433,668,458)
masthead-title: ଏଇ ପୃଥିବୀରେ... xyxy=(179,31,380,66)
masthead-tagline: ପ୍ରତିଟି ଖବର ହାତ ପାହାନ୍ତାରେ xyxy=(481,72,603,83)
plane-headline-line1: ବିଜୟପୁରରେ ପ୍ରାଇଭେଟ୍ ଟ୍ରେନିଂ xyxy=(26,134,220,152)
globe-icon xyxy=(463,27,505,69)
newspaper-times-masthead: THE TIMES xyxy=(484,1191,578,1207)
plane-article-body: କର୍ଣ୍ଣାଟକ: କର୍ଣ୍ଣାଟକର ବିଜୟପୁରରୁ ଆସିଛି ଏକ ବଡ଼ ଖବର। ଏଠାରେ ଏକ ପ୍ରାଇଭେଟ ଟ୍ରେନିଂ ଏୟାରକ୍ରାଫ୍ଟ ଦୁର୍ଘଟଣାଗ୍ରସ୍ତ ହୋଇଛି। ଏହି ଦୁର୍ଘଟଣାରେ ଦୁଇଜଣ ଆହତ ହୋଇଥିବା ଜଣାପଡ଼ିଛି। ଆହତମାନଙ୍କୁ ତୁରନ୍ତ ନିକଟସ୍ଥ ହସପିଟାଲକୁ ପଠାଯାଇଛି। ପୋଲିସ ଘଟଣାସ୍ଥଳରେ ପହଞ୍ଚି ତଦନ୍ତ ଆରମ୍ଭ କରିଛି। ବିମାନଟି ଚାଷ ଜମିରେ ଓଲଟି ପଡ଼ିଥିବା ଦେଖାଯାଇଛି। ସ୍ଥାନୀୟ ଲୋକମାନେ ତୁରନ୍ତ ସହାୟତା ପାଇଁ ଆଗେଇ ଆସିଥିଲେ। ଦୁର୍ଘଟଣାର କାରଣ ଏପର୍ଯ୍ୟନ୍ତ ସ୍ପଷ୍ଟ ହୋଇପାରିନାହିଁ। ବୈଷୟିକ ତ୍ରୁଟି ଯୋଗୁଁ ଏହି ଦୁର୍ଘଟଣା ଘଟିଥିବା ଆଶଙ୍କା କରାଯାଉଛି। ବିମାନଟି ପ୍ରଶିକ୍ଷଣ ଉଡ଼ାଣରେ ଥିବା ବେଳେ ଏହି ଘଟଣା ଘଟିଛି। ଡିଜିସିଏ ଘଟଣାର ଯାଞ୍ଚ କରିବ ବୋଲି ସୂଚନା ମିଳିଛି। ଆହତଙ୍କ ଅବସ୍ଥା ସ୍ଥିର ଥିବା ଡାକ୍ତର କହିଛନ୍ତି। ଘଟଣାସ୍ଥଳରେ ଭିଡ଼ ଜମିଥିଲା ଏବଂ ପୋଲିସ ସ୍ଥିତିକୁ ନିୟନ୍ତ୍ରଣ କରିଥିଲା। ବିମାନ ସଂସ୍ଥା ପକ୍ଷରୁ ବିବୃତ୍ତି ଜାରି କରାଯିବ ବୋଲି କୁହାଯାଇଛି। ଏହି ଘଟଣା ପରେ ପ୍ରଶିକ୍ଷଣ ଉଡ଼ାଣ ସୁରକ୍ଷା ନେଇ ପ୍ରଶ୍ନ ଉଠିଛି। xyxy=(12,342,234,489)
masthead-photo-right xyxy=(663,13,933,92)
newspaper-i-masthead: the i xyxy=(374,1201,395,1210)
geyser-headline-line2: କାଳ, ଜଣେ ମୃତ xyxy=(764,461,882,483)
